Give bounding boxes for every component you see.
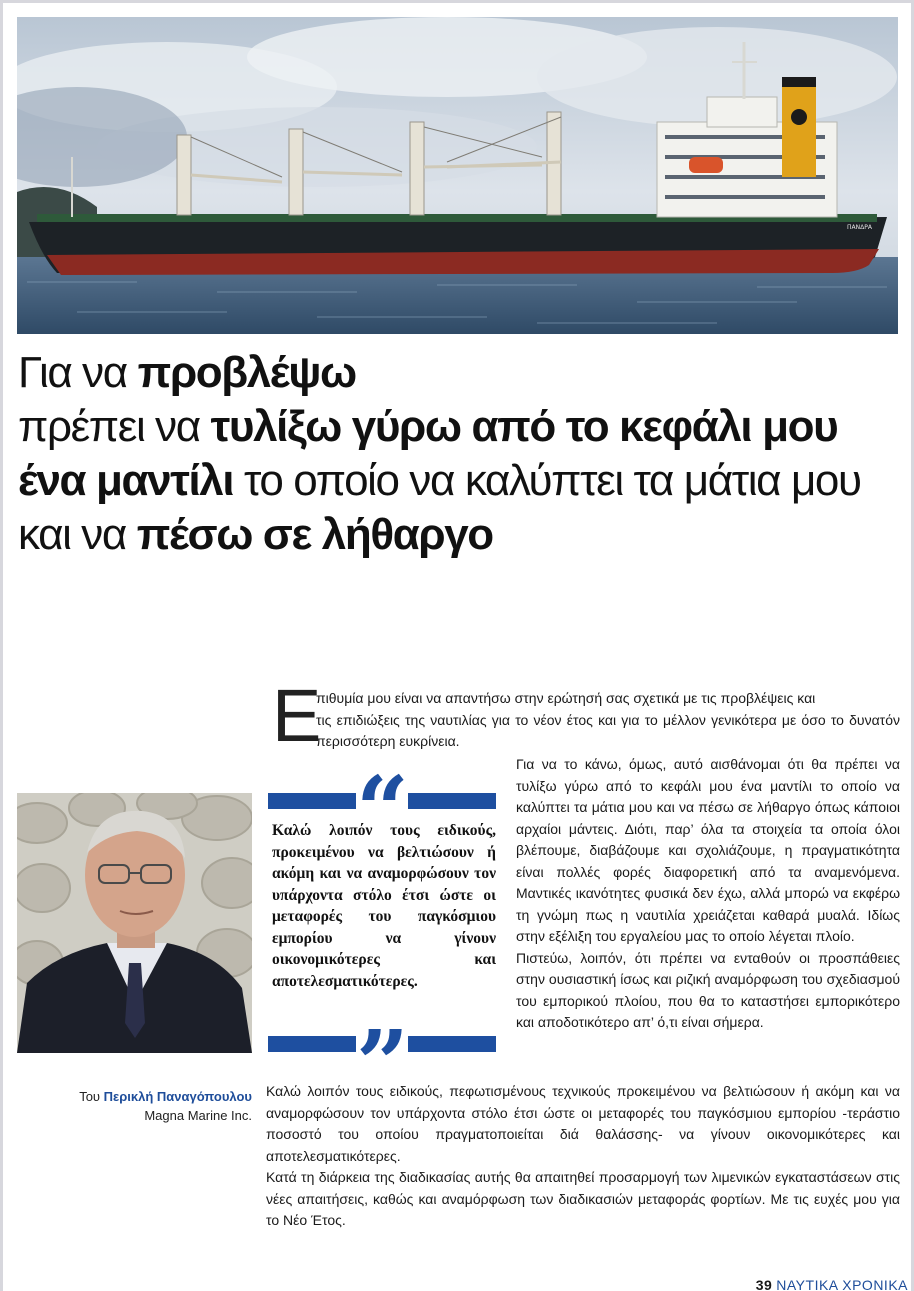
author-caption [17, 1087, 252, 1125]
headline-line-1 [18, 346, 898, 400]
open-quote-icon: “ [356, 756, 409, 864]
page-number: 39 [755, 1277, 773, 1291]
close-quote-icon: ” [356, 1010, 409, 1118]
right-column [516, 754, 900, 1034]
pull-quote-rule-bottom-left [268, 1036, 356, 1052]
headline-line-3 [18, 454, 898, 508]
caption-byline [17, 1087, 252, 1106]
hero-ship-image [17, 17, 898, 334]
bottom-text [266, 1081, 900, 1232]
drop-cap: Ε [272, 674, 322, 757]
headline-l2-light: πρέπει να [18, 402, 211, 451]
author-portrait [17, 793, 252, 1053]
right-column-paragraph-2: Πιστεύω, λοιπόν, ότι πρέπει να ενταθούν οι προσπάθειες στην ουσιαστική ίσως και ριζική αναμόρφωση του σχεδιασμού του εμπορικού πλοίου, που θα το καταστήσει εμπορικότερο και αποδοτικότερο απ’ ό,τι είναι σήμερα. [516, 949, 900, 1030]
magazine-name: ΝΑΥΤΙΚΑ ΧΡΟΝΙΚΑ [776, 1277, 908, 1291]
headline [18, 346, 898, 562]
pull-quote-text: Καλώ λοιπόν τους ειδικούς, προκειμένου να βελτιώσουν ή ακόμη και να αναμορφώσουν τον υπάρχοντα στόλο έτσι ώστε οι μεταφορές του παγκόσμιου εμπορίου να γίνουν οικονομικότερες και αποτελεσματικότερες. [272, 822, 496, 990]
author-company: Magna Marine Inc. [144, 1108, 252, 1123]
headline-line-2 [18, 400, 898, 454]
caption-prefix: Του [79, 1089, 104, 1104]
bottom-paragraph-2: Κατά τη διάρκεια της διαδικασίας αυτής θα απαιτηθεί προσαρμογή των λιμενικών εγκαταστάσεων στις νέες απαιτήσεις, καθώς και αναμόρφωση των διαδικασιών μεταφοράς φορτίων. Με τις ευχές μου για το Νέο Έτος. [266, 1169, 900, 1228]
pull-quote-rule-bottom-right [408, 1036, 496, 1052]
pull-quote-rule-top-right [408, 793, 496, 809]
hull-name-label: ΠΑΝΔΡΑ [847, 224, 872, 231]
headline-l3-bold: ένα μαντίλι [18, 456, 234, 505]
headline-l4-bold: πέσω σε λήθαργο [136, 510, 493, 559]
intro-rest: τις επιδιώξεις της ναυτιλίας για το νέον έτος και για το μέλλον γενικότερα με όσο το δυνατόν περισσότερη ευκρίνεια. [316, 711, 900, 749]
intro-line-1: πιθυμία μου είναι να απαντήσω στην ερώτησή σας σχετικά με τις προβλέψεις και [316, 690, 816, 706]
right-column-paragraph-1: Για να το κάνω, όμως, αυτό αισθάνομαι ότι θα πρέπει να τυλίξω γύρω από το κεφάλι μου ένα μαντίλι το οποίο να καλύπτει τα μάτια μου και να πέσω σε λήθαργο όπως κάποιοι αρχαίοι μάντεις. Διότι, παρ’ όλα τα στοιχεία τα οποία όλοι βλέπουμε, διαβάζουμε και σχολιάζουμε, η πραγματικότητα είναι πολλές φορές διαφορετική από τα αναμενόμενα. Μαντικές ικανότητες φυσικά δεν έχω, αλλά μπορώ να εκφέρω τη γνώμη πως η ναυτιλία χρειάζεται καθαρά μυαλά. Ιδίως στην εξέλιξη του εργαλείου μας το οποίο λέγεται πλοίο. [516, 756, 900, 944]
intro-paragraph [272, 688, 900, 753]
headline-l2-bold: τυλίξω γύρω από το κεφάλι μου [210, 402, 838, 451]
pull-quote [268, 756, 496, 1118]
author-name: Περικλή Παναγόπουλου [103, 1089, 252, 1104]
headline-l3-light: το οποίο να καλύπτει τα μάτια μου [233, 456, 861, 505]
headline-l1-bold: προβλέψω [137, 348, 356, 397]
headline-l4-light: και να [18, 510, 137, 559]
headline-line-4 [18, 508, 898, 562]
bottom-paragraph-1: Καλώ λοιπόν τους ειδικούς, πεφωτισμένους τεχνικούς προκειμένου να βελτιώσουν ή ακόμη και να αναμορφώσουν τον υπάρχοντα στόλο έτσι ώστε οι μεταφορές του παγκόσμιου εμπορίου -τεράστιο ποσοστό του οποίου πραγματοποιείται διά θαλάσσης- να γίνουν οικονομικότερες και αποτελεσματικότερες. [266, 1083, 900, 1164]
pull-quote-rule-top-left [268, 793, 356, 809]
headline-l1-light: Για να [18, 348, 138, 397]
page-folio [756, 1277, 908, 1291]
